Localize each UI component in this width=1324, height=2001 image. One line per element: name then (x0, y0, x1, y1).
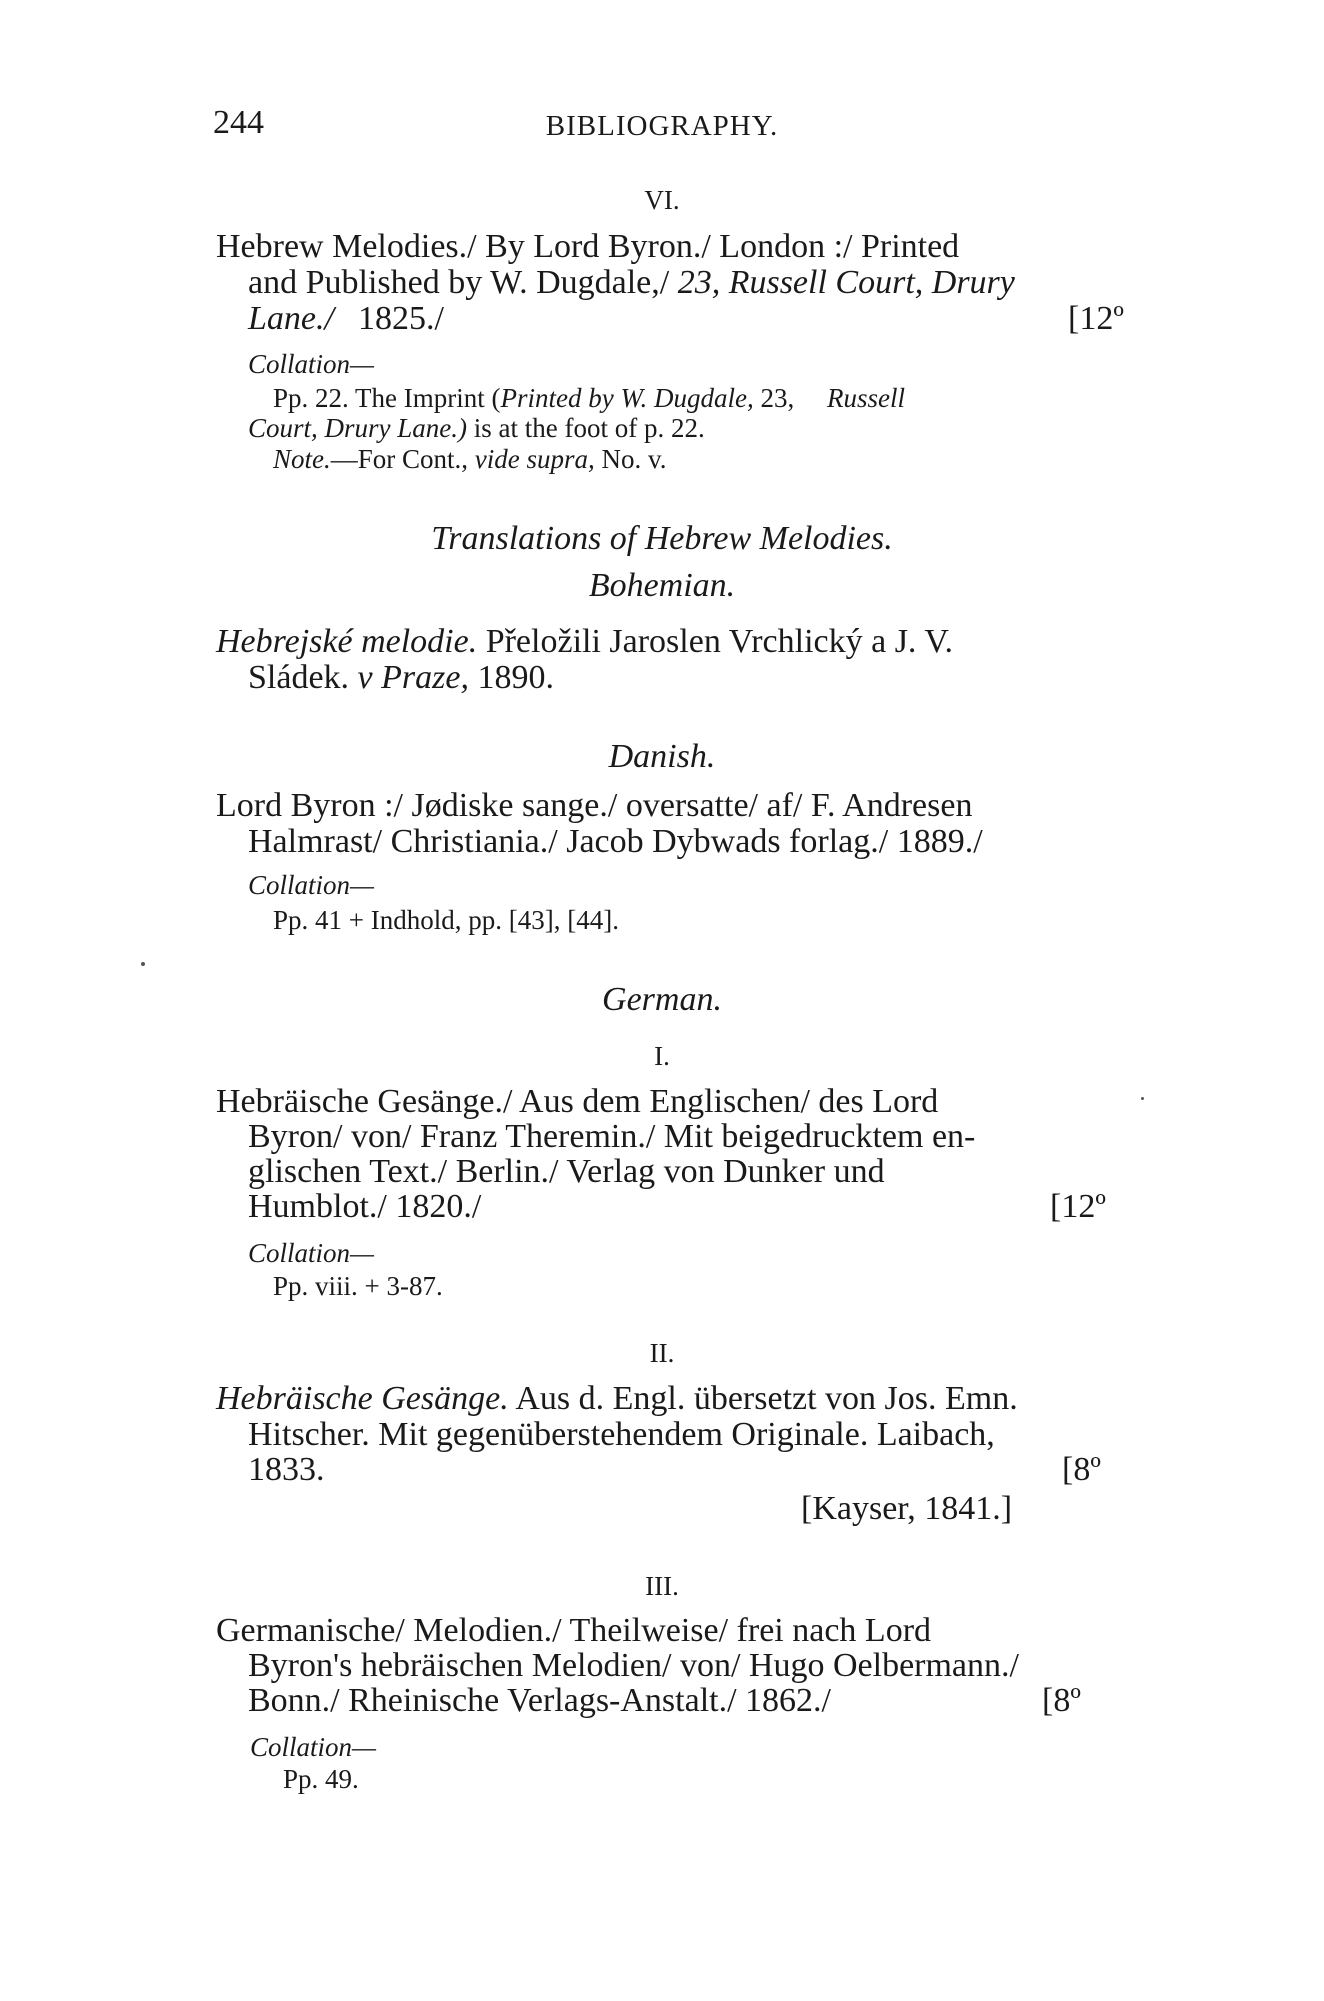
entry-vi-line-3: Lane./ 1825./ (248, 300, 444, 337)
entry-vi-collation-label: Collation— (248, 349, 375, 379)
german-ii-line-2: Hitscher. Mit gegenüberstehendem Originale. Laibach, (248, 1416, 995, 1453)
danish-collation-label: Collation— (248, 870, 375, 900)
german-iii-format: [8º (1042, 1682, 1081, 1719)
page-number: 244 (213, 104, 264, 141)
german-iii-collation-label: Collation— (250, 1732, 377, 1762)
german-ii-line-3: 1833. (248, 1451, 325, 1488)
german-i-line-3: glischen Text./ Berlin./ Verlag von Dunker und (248, 1153, 885, 1190)
german-i-format: [12º (1050, 1188, 1106, 1225)
german-i-line-4: Humblot./ 1820./ (248, 1188, 482, 1225)
entry-numeral-iii: III. (645, 1571, 679, 1601)
entry-vi-line-1: Hebrew Melodies./ By Lord Byron./ London :/ Printed (216, 228, 960, 265)
danish-pages: Pp. 41 + Indhold, pp. [43], [44]. (273, 905, 619, 935)
german-iii-line-1: Germanische/ Melodien./ Theilweise/ frei nach Lord (216, 1612, 932, 1649)
entry-vi-pages: Pp. 22. The Imprint (Printed by W. Dugdale, 23, Russell (273, 383, 905, 413)
scan-speck (1141, 1097, 1144, 1100)
entry-vi-line-2: and Published by W. Dugdale,/ 23, Russell Court, Drury (248, 264, 1015, 301)
entry-vi-note: Note.—For Cont., vide supra, No. v. (273, 444, 667, 474)
danish-line-1: Lord Byron :/ Jødiske sange./ oversatte/ af/ F. Andresen (216, 787, 973, 824)
translations-heading: Translations of Hebrew Melodies. (431, 520, 893, 557)
german-ii-format: [8º (1062, 1451, 1101, 1488)
german-ii-source: [Kayser, 1841.] (801, 1490, 1013, 1527)
german-i-line-1: Hebräische Gesänge./ Aus dem Englischen/ des Lord (216, 1083, 939, 1120)
german-i-line-2: Byron/ von/ Franz Theremin./ Mit beigedrucktem en- (248, 1118, 976, 1155)
german-iii-line-2: Byron's hebräischen Melodien/ von/ Hugo Oelbermann./ (248, 1647, 1019, 1684)
german-i-pages: Pp. viii. + 3-87. (273, 1271, 443, 1301)
german-iii-line-3: Bonn./ Rheinische Verlags-Anstalt./ 1862./ (248, 1682, 831, 1719)
entry-numeral-i: I. (654, 1041, 670, 1071)
danish-heading: Danish. (608, 738, 716, 775)
entry-numeral-vi: VI. (644, 185, 680, 215)
entry-numeral-ii: II. (649, 1338, 675, 1368)
bohemian-heading: Bohemian. (588, 567, 736, 604)
entry-vi-imprint: Court, Drury Lane.) is at the foot of p. 22. (248, 413, 705, 443)
running-title: BIBLIOGRAPHY. (545, 110, 779, 142)
entry-vi-format: [12º (1068, 300, 1124, 337)
danish-line-2: Halmrast/ Christiania./ Jacob Dybwads forlag./ 1889./ (248, 823, 983, 860)
german-i-collation-label: Collation— (248, 1238, 375, 1268)
german-ii-line-1: Hebräische Gesänge. Aus d. Engl. übersetzt von Jos. Emn. (216, 1380, 1018, 1417)
bohemian-line-2: Sládek. v Praze, 1890. (248, 659, 554, 696)
german-heading: German. (602, 981, 722, 1018)
scan-speck (141, 962, 145, 966)
german-iii-pages: Pp. 49. (283, 1764, 359, 1794)
bohemian-line-1: Hebrejské melodie. Přeložili Jaroslen Vrchlický a J. V. (216, 623, 953, 660)
